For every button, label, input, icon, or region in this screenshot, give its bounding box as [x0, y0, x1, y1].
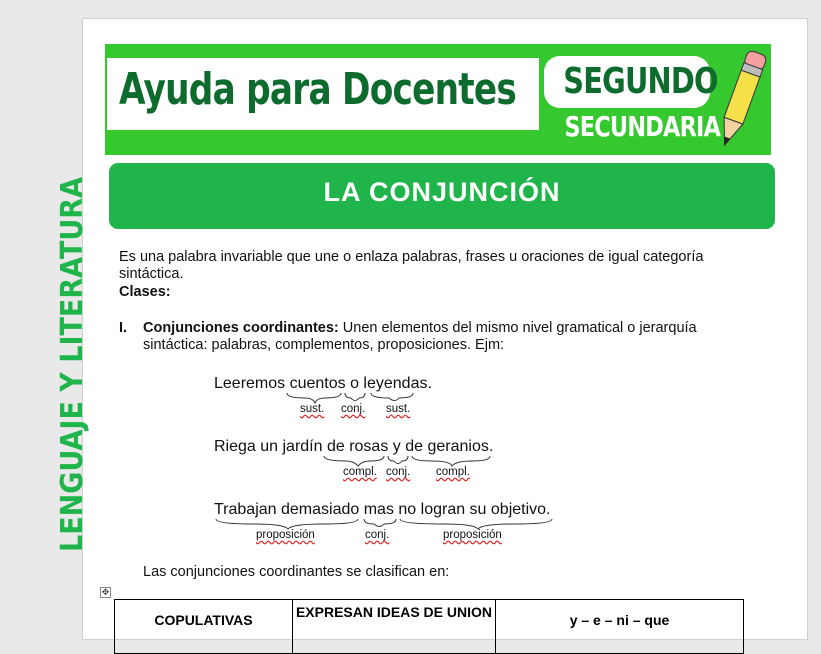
- grammar-label: sust.: [386, 403, 411, 415]
- grammar-label: proposición: [443, 529, 502, 541]
- grammar-label: proposición: [256, 529, 315, 541]
- table-row: [115, 600, 744, 654]
- table-cell: y – e – ni – que: [496, 600, 744, 654]
- grammar-label: sust.: [300, 403, 325, 415]
- site-logo: Ayuda para Docentes: [119, 64, 516, 115]
- table-cell: EXPRESAN IDEAS DE UNION: [293, 600, 496, 654]
- example-sentence: Trabajan demasiado mas no logran su objetivo.: [214, 501, 551, 518]
- table-move-handle-icon[interactable]: ✥: [101, 587, 110, 597]
- section-text: Conjunciones coordinantes: Unen elementos del mismo nivel gramatical o jerarquía sintáctica: palabras, complementos, proposiciones. Ejm:: [143, 320, 697, 353]
- example-sentence: Riega un jardín de rosas y de geranios.: [214, 438, 494, 455]
- classify-text: Las conjunciones coordinantes se clasifican en:: [143, 564, 450, 580]
- page-title: LA CONJUNCIÓN: [109, 163, 775, 229]
- header-banner: [105, 44, 771, 155]
- grammar-label: compl.: [343, 466, 377, 478]
- side-label: LENGUAJE Y LITERATURA: [55, 177, 90, 552]
- grammar-label: compl.: [436, 466, 470, 478]
- grammar-label: conj.: [341, 403, 366, 415]
- level-label: SECUNDARIA: [564, 110, 721, 143]
- pencil-icon: [711, 46, 771, 154]
- intro-text: Es una palabra invariable que une o enlaza palabras, frases u oraciones de igual categoría sintáctica.: [119, 249, 704, 282]
- example-sentence: Leeremos cuentos o leyendas.: [214, 375, 432, 392]
- table-cell: COPULATIVAS: [115, 600, 293, 654]
- grade-badge: SEGUNDO: [544, 56, 710, 108]
- conjunction-table: [114, 599, 744, 654]
- clases-heading: Clases:: [119, 284, 171, 300]
- grammar-label: conj.: [386, 466, 411, 478]
- section-number: I.: [119, 320, 128, 336]
- grammar-label: conj.: [365, 529, 390, 541]
